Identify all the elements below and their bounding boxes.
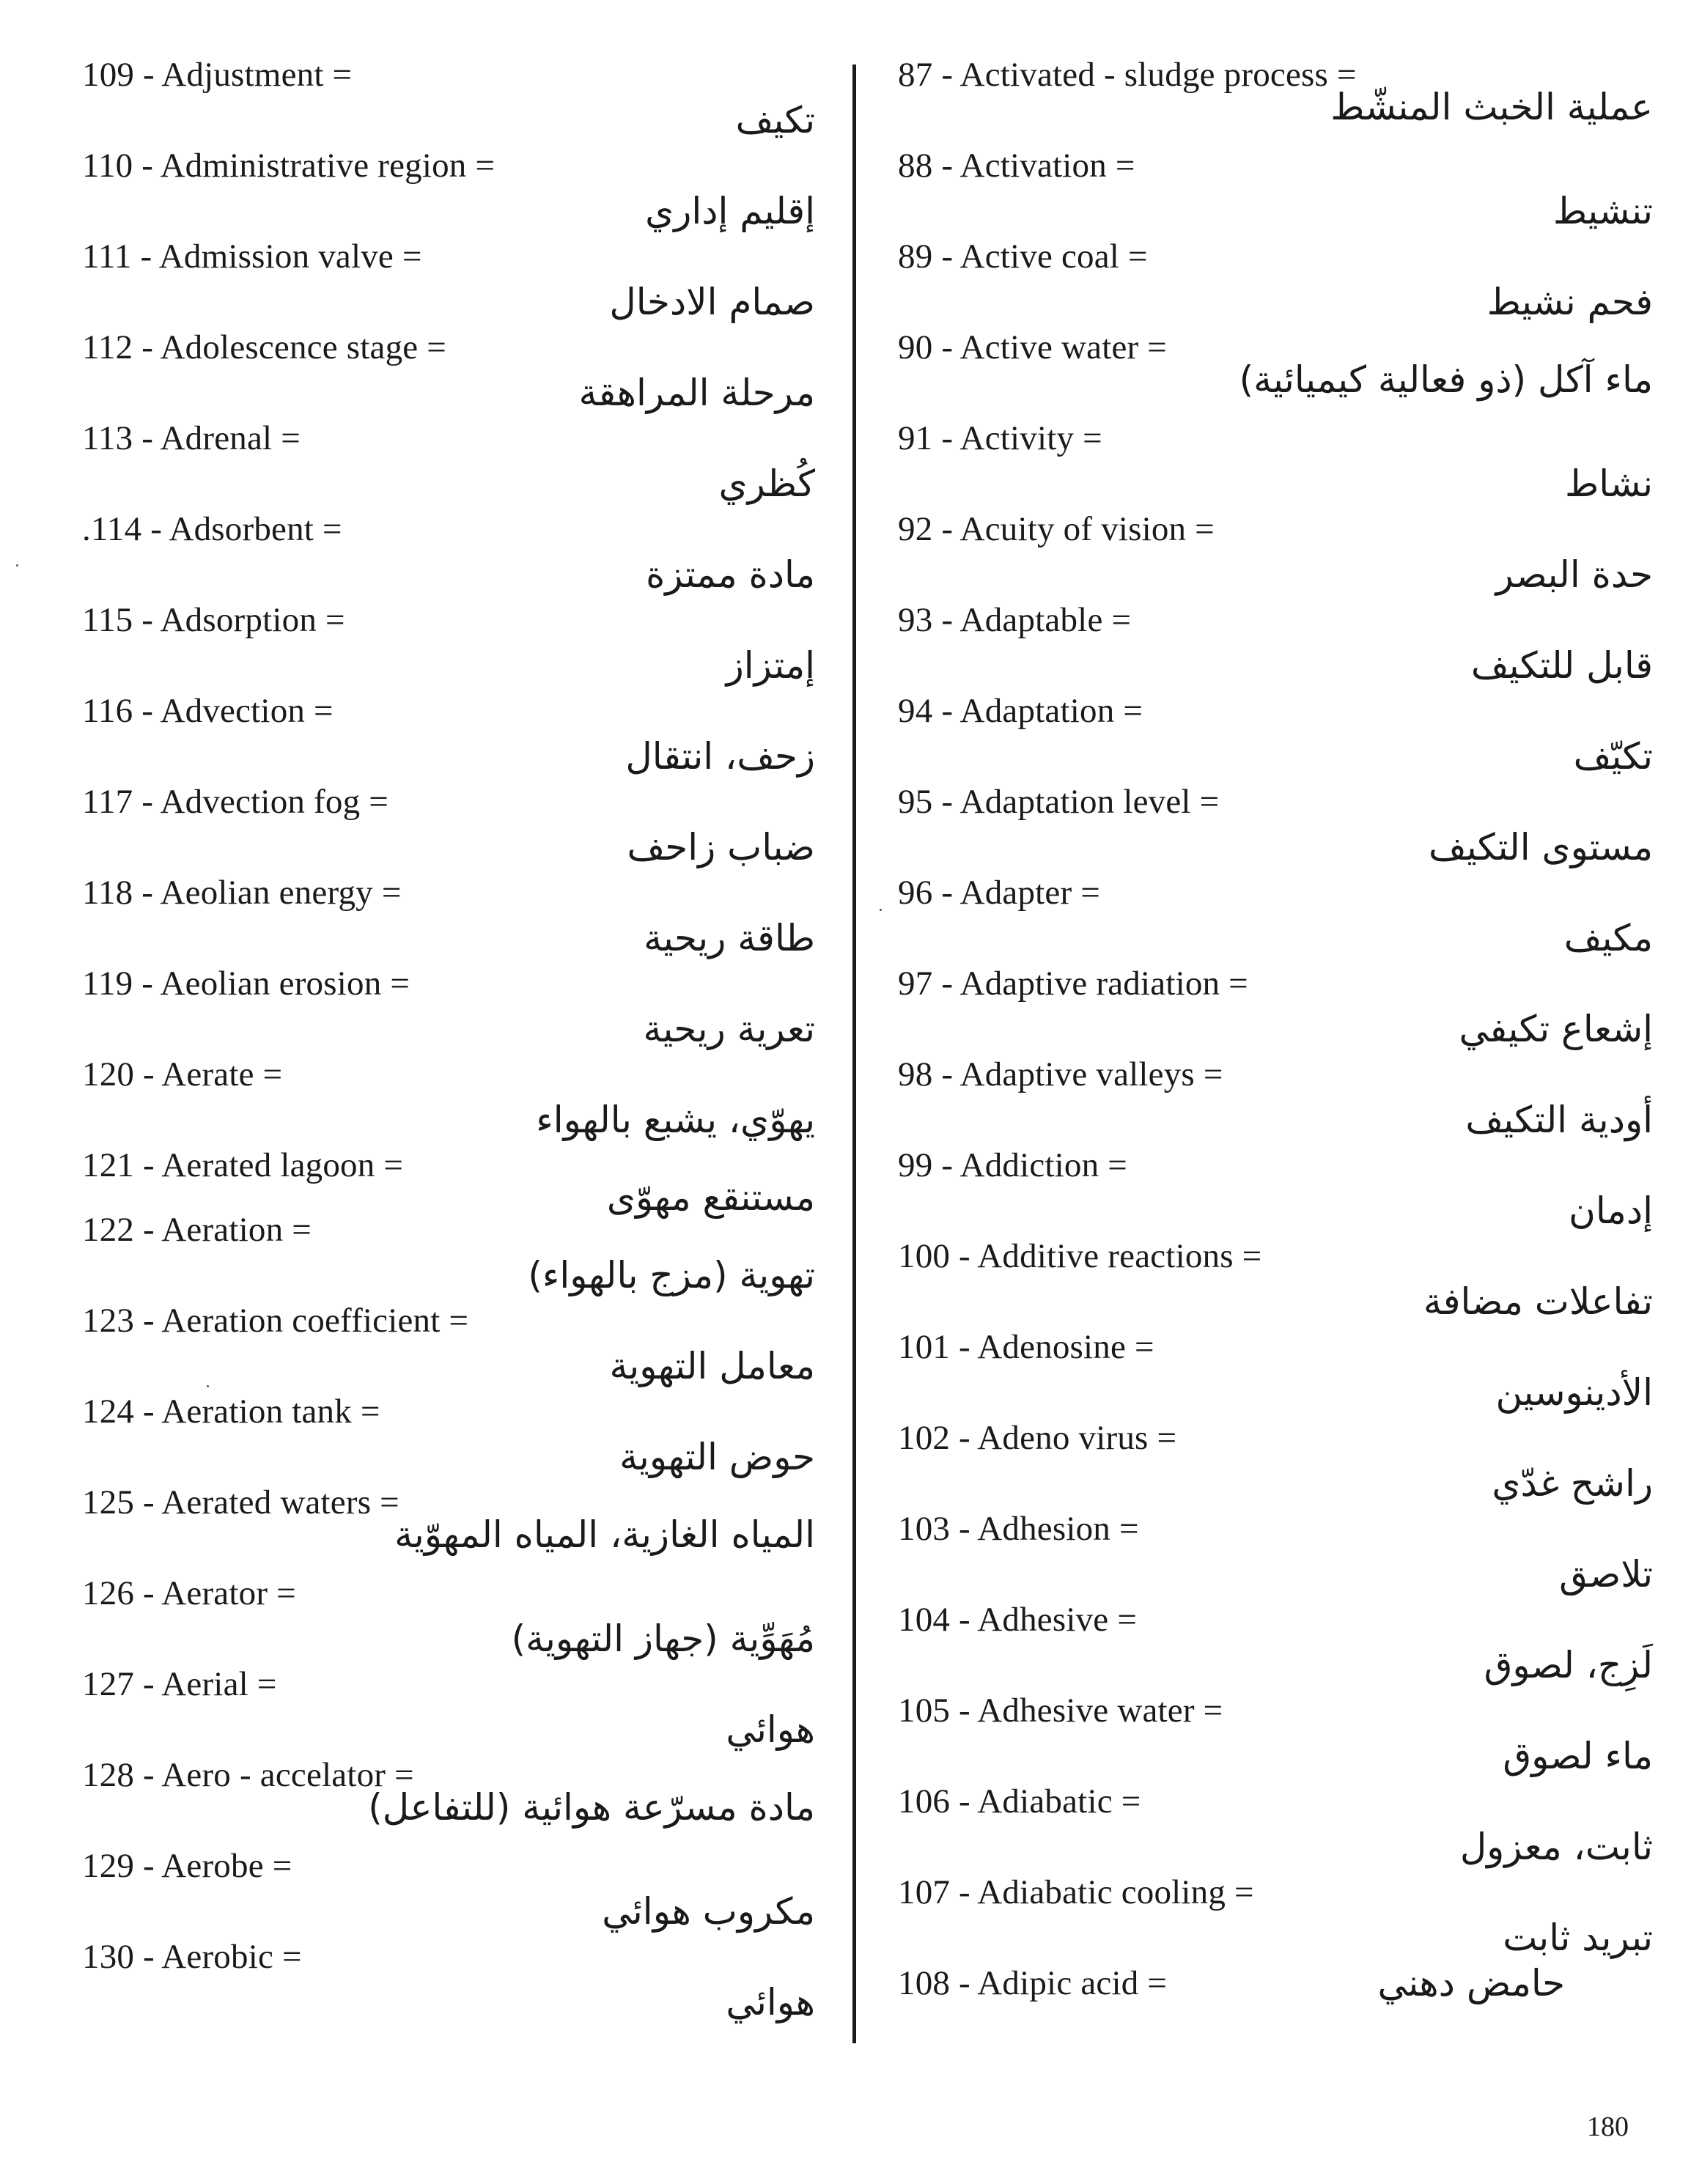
entry-122 <box>82 1208 815 1299</box>
entry-107 <box>898 1870 1653 1961</box>
entry-arabic: إدمان <box>1569 1189 1653 1232</box>
entry-term: 93 - Adaptable = <box>898 601 1132 639</box>
entry-arabic: تعرية ريحية <box>643 1008 815 1050</box>
entry-123 <box>82 1299 815 1390</box>
entry-arabic: قابل للتكيف <box>1470 644 1653 687</box>
entry-term: 113 - Adrenal = <box>82 419 301 457</box>
entry-arabic: الأدينوسين <box>1495 1371 1653 1414</box>
entry-arabic: طاقة ريحية <box>644 917 815 959</box>
entry-term: 125 - Aerated waters = <box>82 1483 399 1521</box>
entry-term: 120 - Aerate = <box>82 1055 283 1093</box>
entry-128 <box>82 1753 815 1844</box>
entry-96 <box>898 871 1653 962</box>
entry-term: 117 - Advection fog = <box>82 783 388 821</box>
entry-term: .114 - Adsorbent = <box>82 510 342 548</box>
entry-term: 128 - Aero - accelator = <box>82 1756 414 1794</box>
entry-arabic: فحم نشيط <box>1487 281 1653 323</box>
entry-106 <box>898 1779 1653 1870</box>
entry-arabic: مستنقع مهوّى <box>606 1176 815 1219</box>
entry-term: 101 - Adenosine = <box>898 1328 1154 1366</box>
entry-arabic: إمتزاز <box>726 644 815 687</box>
entry-term: 130 - Aerobic = <box>82 1938 302 1976</box>
entry-arabic: هوائي <box>726 1708 815 1751</box>
entry-124 <box>82 1390 815 1480</box>
entry-term: 116 - Advection = <box>82 692 334 730</box>
entry-term: 105 - Adhesive water = <box>898 1692 1223 1730</box>
entry-term: 123 - Aeration coefficient = <box>82 1302 469 1340</box>
entry-arabic: حدة البصر <box>1495 553 1653 596</box>
entry-term: 87 - Activated - sludge process = <box>898 56 1357 94</box>
entry-term: 110 - Administrative region = <box>82 147 496 185</box>
entry-arabic: ماء آكل (ذو فعالية كيميائية) <box>1239 358 1653 401</box>
entry-arabic: مادة ممتزة <box>646 553 815 596</box>
entry-arabic: ثابت، معزول <box>1459 1826 1653 1868</box>
entry-120 <box>82 1052 815 1143</box>
entry-110 <box>82 144 815 235</box>
entry-102 <box>898 1416 1653 1507</box>
entry-100 <box>898 1234 1653 1325</box>
entry-term: 104 - Adhesive = <box>898 1601 1138 1639</box>
entry-arabic: مستوى التكيف <box>1428 826 1653 868</box>
entry-118 <box>82 871 815 962</box>
entry-arabic: زحف، انتقال <box>625 735 815 778</box>
entry-arabic: تكيف <box>735 99 815 141</box>
entry-term: 88 - Activation = <box>898 147 1135 185</box>
scan-speck <box>880 909 882 911</box>
entry-116 <box>82 689 815 780</box>
entry-98 <box>898 1052 1653 1143</box>
entry-arabic: إشعاع تكيفي <box>1459 1008 1653 1050</box>
entry-term: 118 - Aeolian energy = <box>82 874 402 912</box>
entry-103 <box>898 1507 1653 1598</box>
entry-term: 97 - Adaptive radiation = <box>898 964 1248 1003</box>
entry-101 <box>898 1325 1653 1416</box>
entry-109 <box>82 53 815 144</box>
entry-term: 103 - Adhesion = <box>898 1510 1139 1548</box>
left-column <box>82 53 815 2046</box>
entry-arabic: تبريد ثابت <box>1503 1916 1653 1959</box>
entry-arabic: حامض دهني <box>1377 1962 1565 2004</box>
entry-term: 100 - Additive reactions = <box>898 1237 1262 1275</box>
entry-117 <box>82 780 815 871</box>
entry-term: 124 - Aeration tank = <box>82 1392 380 1431</box>
page-number: 180 <box>1587 2111 1629 2142</box>
entry-89 <box>898 235 1653 325</box>
entry-127 <box>82 1662 815 1753</box>
entry-arabic: إقليم إداري <box>645 190 815 232</box>
entry-arabic: مادة مسرّعة هوائية (للتفاعل) <box>368 1786 815 1829</box>
entry-term: 99 - Addiction = <box>898 1146 1127 1184</box>
entry-arabic: عملية الخبث المنشّط <box>1330 86 1653 128</box>
entry-arabic: مكيف <box>1563 917 1653 959</box>
entry-arabic: تلاصق <box>1559 1553 1653 1595</box>
entry-term: 126 - Aerator = <box>82 1574 296 1612</box>
entry-arabic: معامل التهوية <box>609 1345 815 1387</box>
entry-87 <box>898 53 1653 144</box>
entry-term: 94 - Adaptation = <box>898 692 1143 730</box>
entry-113 <box>82 416 815 507</box>
entry-121 <box>82 1143 815 1219</box>
entry-arabic: مُهَوِّية (جهاز التهوية) <box>511 1617 815 1660</box>
entry-arabic: ضباب زاحف <box>627 826 815 868</box>
entry-arabic: المياه الغازية، المياه المهوّية <box>394 1513 815 1556</box>
entry-term: 111 - Admission valve = <box>82 237 422 276</box>
entry-arabic: لَزِج، لصوق <box>1484 1644 1653 1686</box>
entry-108 <box>898 1961 1653 2052</box>
column-divider <box>852 64 856 2043</box>
entry-term: 122 - Aeration = <box>82 1211 312 1249</box>
entry-111 <box>82 235 815 325</box>
entry-term: 115 - Adsorption = <box>82 601 345 639</box>
entry-arabic: كُظري <box>718 462 815 505</box>
entry-99 <box>898 1143 1653 1234</box>
entry-term: 112 - Adolescence stage = <box>82 328 446 366</box>
scan-speck <box>207 1385 209 1387</box>
entry-term: 89 - Active coal = <box>898 237 1148 276</box>
entry-arabic: راشح غدّي <box>1492 1462 1653 1505</box>
entry-94 <box>898 689 1653 780</box>
entry-term: 102 - Adeno virus = <box>898 1419 1177 1457</box>
entry-term: 91 - Activity = <box>898 419 1102 457</box>
entry-arabic: نشاط <box>1565 462 1653 505</box>
entry-arabic: حوض التهوية <box>619 1436 815 1478</box>
entry-arabic: مكروب هوائي <box>602 1890 815 1933</box>
entry-term: 129 - Aerobe = <box>82 1847 292 1885</box>
entry-arabic: تفاعلات مضافة <box>1423 1280 1653 1323</box>
scan-speck <box>16 564 18 567</box>
entry-term: 127 - Aerial = <box>82 1665 277 1703</box>
entry-112 <box>82 325 815 416</box>
entry-term: 95 - Adaptation level = <box>898 783 1220 821</box>
entry-term: 98 - Adaptive valleys = <box>898 1055 1223 1093</box>
entry-term: 119 - Aeolian erosion = <box>82 964 410 1003</box>
entry-91 <box>898 416 1653 507</box>
entry-125 <box>82 1480 815 1571</box>
entry-arabic: مرحلة المراهقة <box>578 372 815 414</box>
right-column <box>898 53 1653 2046</box>
entry-129 <box>82 1844 815 1935</box>
entry-126 <box>82 1571 815 1662</box>
entry-term: 109 - Adjustment = <box>82 56 353 94</box>
entry-88 <box>898 144 1653 235</box>
entry-term: 107 - Adiabatic cooling = <box>898 1873 1254 1911</box>
entry-arabic: صمام الادخال <box>609 281 815 323</box>
entry-term: 96 - Adapter = <box>898 874 1100 912</box>
entry-term: 106 - Adiabatic = <box>898 1782 1141 1820</box>
entry-arabic: يهوّي، يشبع بالهواء <box>536 1099 815 1141</box>
entry-115 <box>82 598 815 689</box>
entry-92 <box>898 507 1653 598</box>
entry-93 <box>898 598 1653 689</box>
entry-90 <box>898 325 1653 416</box>
entry-119 <box>82 962 815 1052</box>
entry-114 <box>82 507 815 598</box>
entry-term: 108 - Adipic acid = <box>898 1964 1168 2002</box>
entry-130 <box>82 1935 815 2026</box>
entry-term: 90 - Active water = <box>898 328 1168 366</box>
entry-arabic: تهوية (مزج بالهواء) <box>528 1254 815 1296</box>
entry-arabic: ماء لصوق <box>1503 1735 1653 1777</box>
entry-term: 92 - Acuity of vision = <box>898 510 1215 548</box>
entry-105 <box>898 1689 1653 1779</box>
entry-arabic: تنشيط <box>1552 190 1653 232</box>
entry-arabic: هوائي <box>726 1981 815 2023</box>
entry-arabic: تكيّف <box>1573 735 1653 778</box>
entry-104 <box>898 1598 1653 1689</box>
entry-95 <box>898 780 1653 871</box>
entry-arabic: أودية التكيف <box>1465 1099 1653 1141</box>
entry-term: 121 - Aerated lagoon = <box>82 1146 404 1184</box>
entry-97 <box>898 962 1653 1052</box>
